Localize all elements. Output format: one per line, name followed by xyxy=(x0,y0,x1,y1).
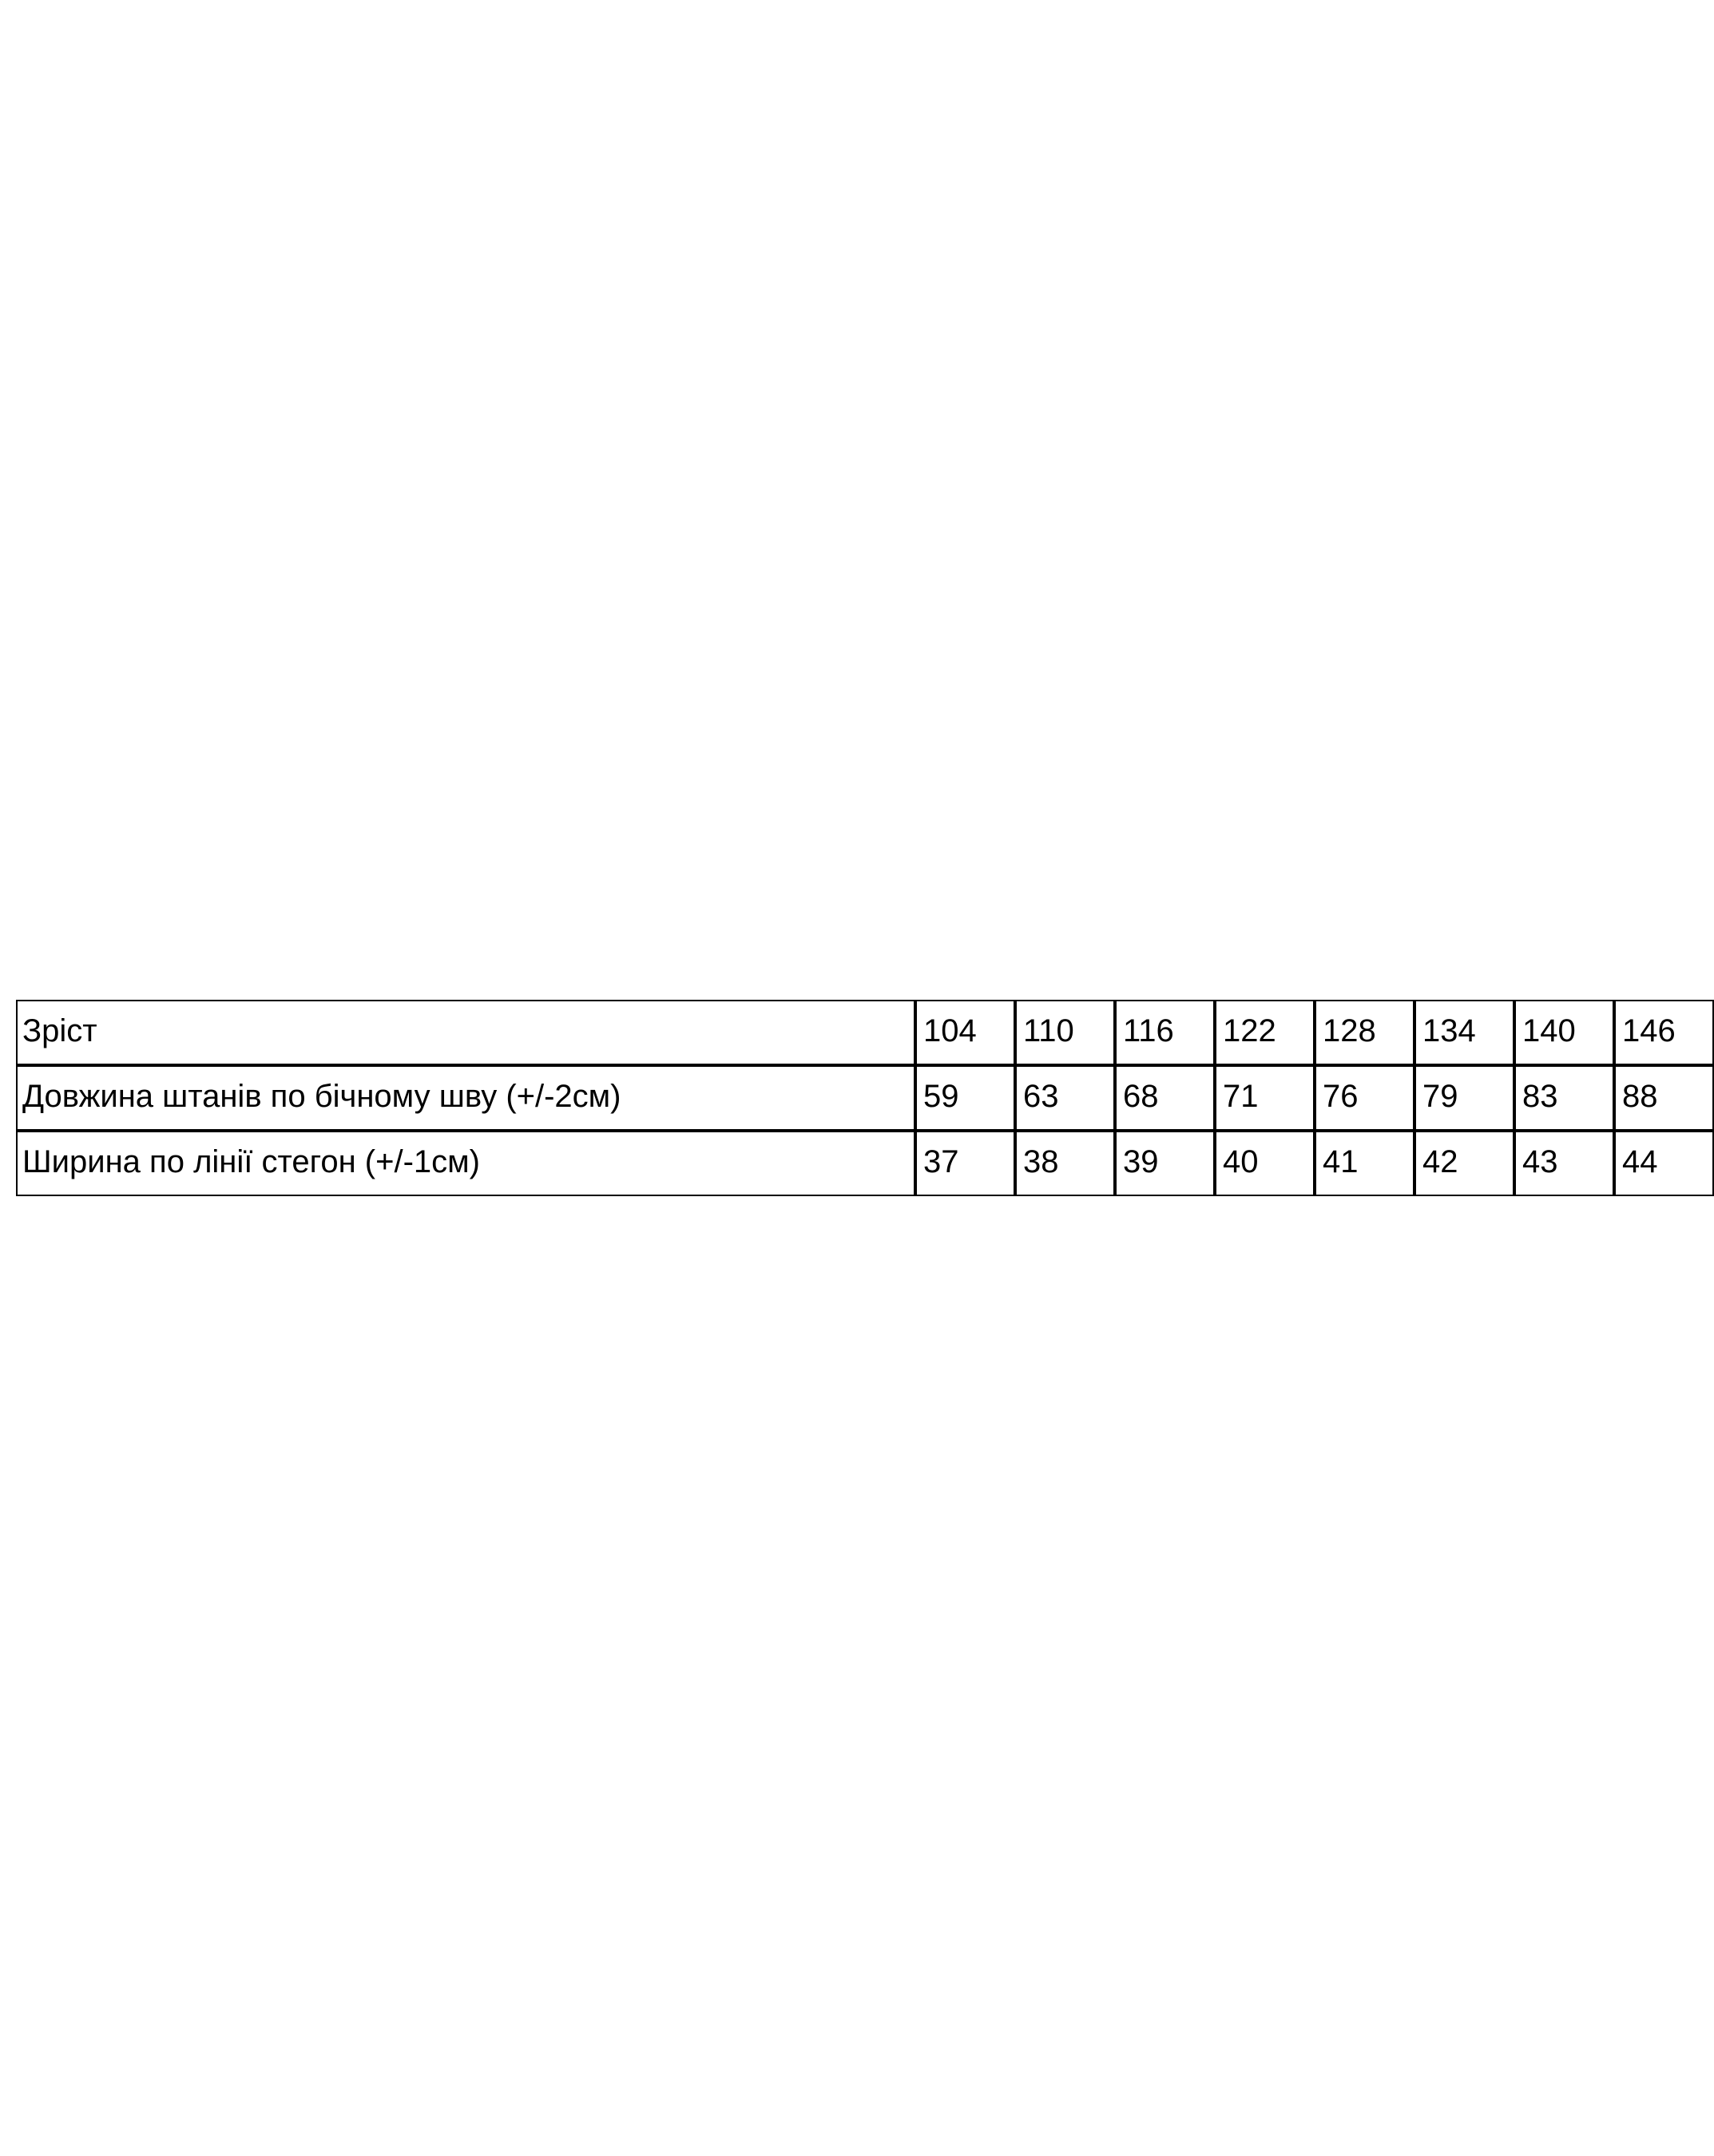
size-chart-table-body xyxy=(16,1000,1714,1196)
row-label: Довжина штанів по бічному шву (+/-2см) xyxy=(16,1065,915,1131)
table-cell: 37 xyxy=(915,1131,1015,1196)
table-cell: 68 xyxy=(1115,1065,1215,1131)
table-cell: 76 xyxy=(1315,1065,1414,1131)
table-cell: 59 xyxy=(915,1065,1015,1131)
table-cell: 128 xyxy=(1315,1000,1414,1065)
table-cell: 110 xyxy=(1015,1000,1115,1065)
table-cell: 88 xyxy=(1614,1065,1714,1131)
table-cell: 71 xyxy=(1215,1065,1315,1131)
table-cell: 134 xyxy=(1414,1000,1514,1065)
table-cell: 146 xyxy=(1614,1000,1714,1065)
table-row xyxy=(16,1065,1714,1131)
table-row xyxy=(16,1131,1714,1196)
table-cell: 140 xyxy=(1514,1000,1614,1065)
row-label: Ширина по лінії стегон (+/-1см) xyxy=(16,1131,915,1196)
row-label: Зріст xyxy=(16,1000,915,1065)
table-cell: 40 xyxy=(1215,1131,1315,1196)
table-cell: 79 xyxy=(1414,1065,1514,1131)
table-cell: 104 xyxy=(915,1000,1015,1065)
table-cell: 83 xyxy=(1514,1065,1614,1131)
table-cell: 38 xyxy=(1015,1131,1115,1196)
size-chart-table-wrapper xyxy=(16,1000,1676,1196)
table-cell: 41 xyxy=(1315,1131,1414,1196)
table-cell: 63 xyxy=(1015,1065,1115,1131)
table-cell: 39 xyxy=(1115,1131,1215,1196)
table-row xyxy=(16,1000,1714,1065)
table-cell: 116 xyxy=(1115,1000,1215,1065)
table-cell: 43 xyxy=(1514,1131,1614,1196)
table-cell: 122 xyxy=(1215,1000,1315,1065)
table-cell: 44 xyxy=(1614,1131,1714,1196)
table-cell: 42 xyxy=(1414,1131,1514,1196)
size-chart-table xyxy=(16,1000,1714,1196)
